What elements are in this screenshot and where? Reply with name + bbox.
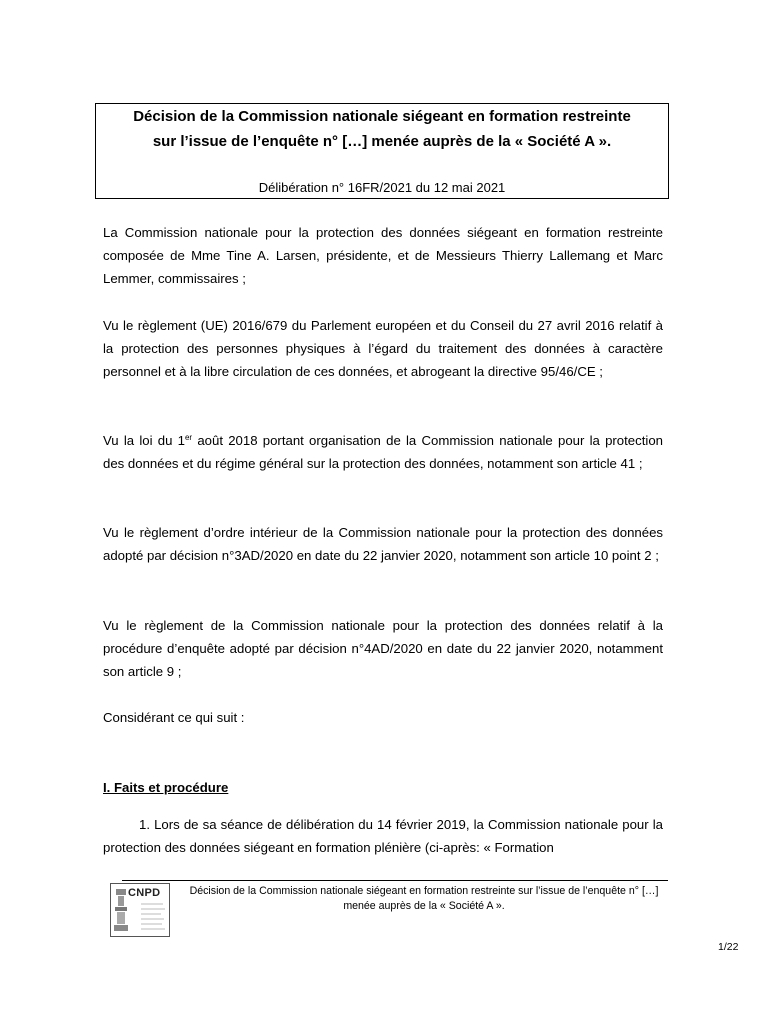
paragraph-composition: La Commission nationale pour la protection des données siégeant en formation restreinte composée de Mme Tine A. Larsen, présidente, et de Messieurs Thierry Lallemang et Marc Lemmer, commissaires ;: [103, 225, 663, 287]
logo-fine-print-icon: [141, 902, 167, 934]
page-number: 1/22: [718, 941, 739, 953]
superscript-er: er: [184, 433, 193, 442]
section-heading-facts: I. Faits et procédure: [103, 780, 229, 795]
law-reference-start: Vu la loi du 1: [103, 433, 185, 448]
decision-title-line-2: sur l’issue de l’enquête n° […] menée auprès de la « Société A ».: [152, 133, 612, 150]
title-box: [95, 103, 669, 199]
logo-lettering: CNPD: [128, 887, 161, 899]
paragraph-investigation-rules: Vu le règlement de la Commission nationale pour la protection des données relatif à la procédure d’enquête adopté par décision n°4AD/2020 en date du 22 janvier 2020, notamment son article 9 ;: [103, 618, 663, 680]
paragraph-considering: Considérant ce qui suit :: [103, 710, 245, 725]
paragraph-law-reference: [103, 429, 663, 475]
footer-text: Décision de la Commission nationale siégeant en formation restreinte sur l’issue de l’enquête n° […] menée auprès de la « Société A ».: [189, 885, 659, 912]
cnpd-logo: [110, 883, 170, 937]
decision-title-line-1: Décision de la Commission nationale siégeant en formation restreinte: [133, 108, 631, 125]
paragraph-internal-rules: Vu le règlement d’ordre intérieur de la Commission nationale pour la protection des données adopté par décision n°3AD/2020 en date du 22 janvier 2020, notamment son article 10 point 2 ;: [103, 525, 663, 564]
cnpd-emblem-icon: [114, 888, 128, 932]
footer-divider: [122, 880, 668, 881]
paragraph-gdpr-reference: Vu le règlement (UE) 2016/679 du Parlement européen et du Conseil du 27 avril 2016 relatif à la protection des personnes physiques à l’égard du traitement des données à caractère personnel et à la libre circulation de ces données, et abrogeant la directive 95/46/CE ;: [103, 318, 663, 380]
paragraph-point-1: 1. Lors de sa séance de délibération du 14 février 2019, la Commission nationale pour la protection des données siégeant en formation plénière (ci-après: « Formation: [103, 817, 663, 856]
deliberation-reference: Délibération n° 16FR/2021 du 12 mai 2021: [258, 180, 506, 195]
law-reference-rest: août 2018 portant organisation de la Commission nationale pour la protection des données et du régime général sur la protection des données, notamment son article 41 ;: [103, 433, 663, 472]
